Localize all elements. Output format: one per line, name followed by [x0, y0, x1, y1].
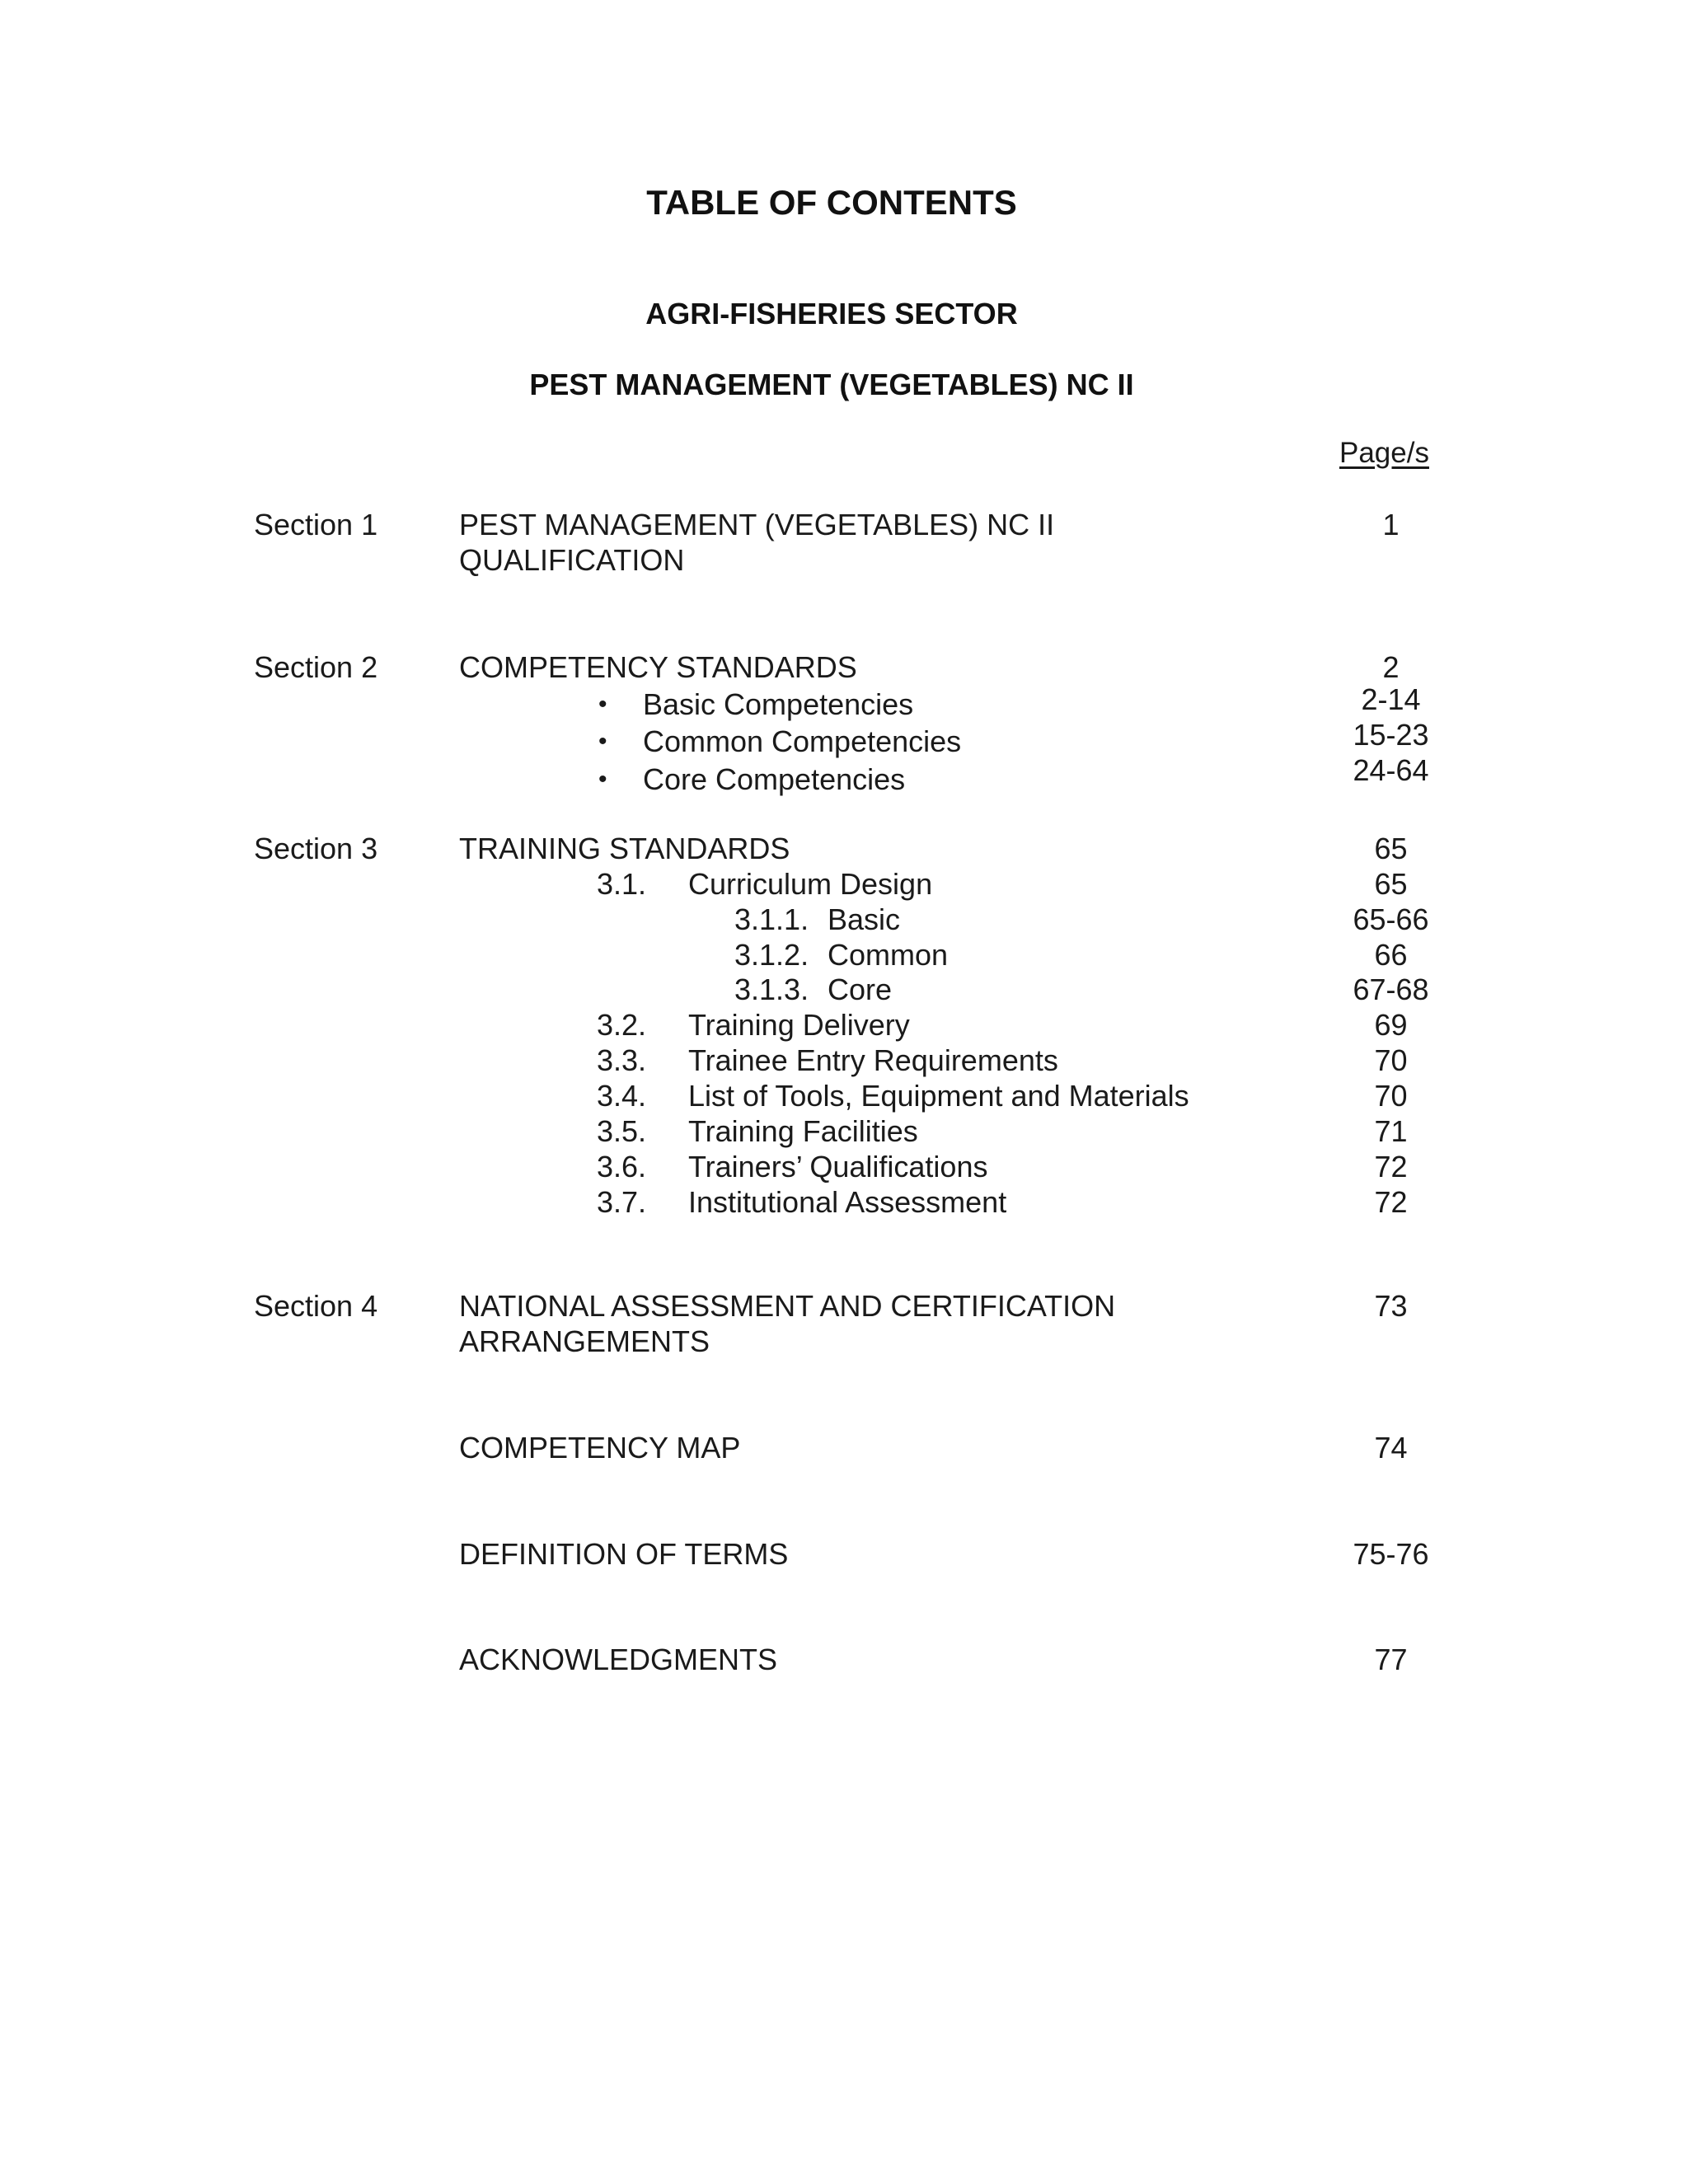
toc-item-page: 69: [1374, 1008, 1408, 1042]
section-1-title-line2: QUALIFICATION: [459, 543, 685, 577]
bullet-icon: •: [598, 766, 607, 793]
toc-item-number: 3.3.: [597, 1043, 647, 1077]
toc-item-training-facilities: Training Facilities: [688, 1114, 918, 1148]
sector-heading: AGRI-FISHERIES SECTOR: [645, 297, 1018, 330]
toc-item-page: 70: [1374, 1079, 1408, 1113]
toc-item-number: 3.2.: [597, 1008, 647, 1042]
toc-item-number: 3.4.: [597, 1079, 647, 1113]
acknowledgments-page: 77: [1374, 1643, 1408, 1676]
section-2-item-core-page: 24-64: [1353, 753, 1429, 787]
toc-item-trainers-qualifications: Trainers’ Qualifications: [688, 1150, 988, 1183]
section-3-label: Section 3: [254, 832, 378, 865]
toc-item-trainee-entry: Trainee Entry Requirements: [688, 1043, 1058, 1077]
pages-column-header: Page/s: [1339, 437, 1429, 469]
section-2-label: Section 2: [254, 650, 378, 684]
qualification-heading: PEST MANAGEMENT (VEGETABLES) NC II: [529, 368, 1134, 401]
section-4-title-line1: NATIONAL ASSESSMENT AND CERTIFICATION: [459, 1289, 1116, 1323]
bullet-icon: •: [598, 691, 607, 718]
toc-item-number: 3.1.3.: [734, 972, 809, 1006]
section-2-item-core: Core Competencies: [643, 762, 906, 796]
section-2-page: 2: [1382, 650, 1400, 684]
toc-item-number: 3.5.: [597, 1114, 647, 1148]
section-4-label: Section 4: [254, 1289, 378, 1323]
section-1-title-line1: PEST MANAGEMENT (VEGETABLES) NC II: [459, 508, 1055, 541]
toc-item-institutional-assessment: Institutional Assessment: [688, 1185, 1007, 1219]
toc-item-core: Core: [828, 972, 893, 1006]
toc-item-number: 3.1.1.: [734, 902, 809, 936]
toc-item-page: 71: [1374, 1114, 1408, 1148]
section-4-title-line2: ARRANGEMENTS: [459, 1324, 710, 1358]
bullet-icon: •: [598, 728, 607, 755]
toc-item-number: 3.7.: [597, 1185, 647, 1219]
competency-map-page: 74: [1374, 1431, 1408, 1465]
section-2-item-common: Common Competencies: [643, 724, 962, 758]
toc-item-basic: Basic: [828, 902, 901, 936]
section-1-label: Section 1: [254, 508, 378, 541]
toc-item-page: 70: [1374, 1043, 1408, 1077]
toc-item-page: 72: [1374, 1150, 1408, 1183]
acknowledgments-entry: ACKNOWLEDGMENTS: [459, 1643, 778, 1676]
toc-item-common: Common: [828, 938, 949, 972]
toc-item-number: 3.1.2.: [734, 938, 809, 972]
competency-map-entry: COMPETENCY MAP: [459, 1431, 741, 1465]
section-2-item-common-page: 15-23: [1353, 718, 1429, 752]
toc-item-number: 3.6.: [597, 1150, 647, 1183]
section-2-item-basic-page: 2-14: [1361, 682, 1421, 716]
toc-item-page: 67-68: [1353, 972, 1429, 1006]
section-1-page: 1: [1382, 508, 1400, 541]
toc-item-training-delivery: Training Delivery: [688, 1008, 910, 1042]
toc-item-page: 66: [1374, 938, 1408, 972]
toc-item-page: 72: [1374, 1185, 1408, 1219]
toc-item-tools-list: List of Tools, Equipment and Materials: [688, 1079, 1189, 1113]
page-title: TABLE OF CONTENTS: [646, 183, 1017, 222]
toc-item-page: 65: [1374, 867, 1408, 901]
section-2-item-basic: Basic Competencies: [643, 687, 914, 721]
section-2-title: COMPETENCY STANDARDS: [459, 650, 857, 684]
toc-item-page: 65-66: [1353, 902, 1429, 936]
section-3-title: TRAINING STANDARDS: [459, 832, 790, 865]
toc-item-curriculum-design: Curriculum Design: [688, 867, 933, 901]
section-3-page: 65: [1374, 832, 1408, 865]
definition-of-terms-page: 75-76: [1353, 1537, 1429, 1571]
section-4-page: 73: [1374, 1289, 1408, 1323]
toc-item-number: 3.1.: [597, 867, 647, 901]
definition-of-terms-entry: DEFINITION OF TERMS: [459, 1537, 789, 1571]
